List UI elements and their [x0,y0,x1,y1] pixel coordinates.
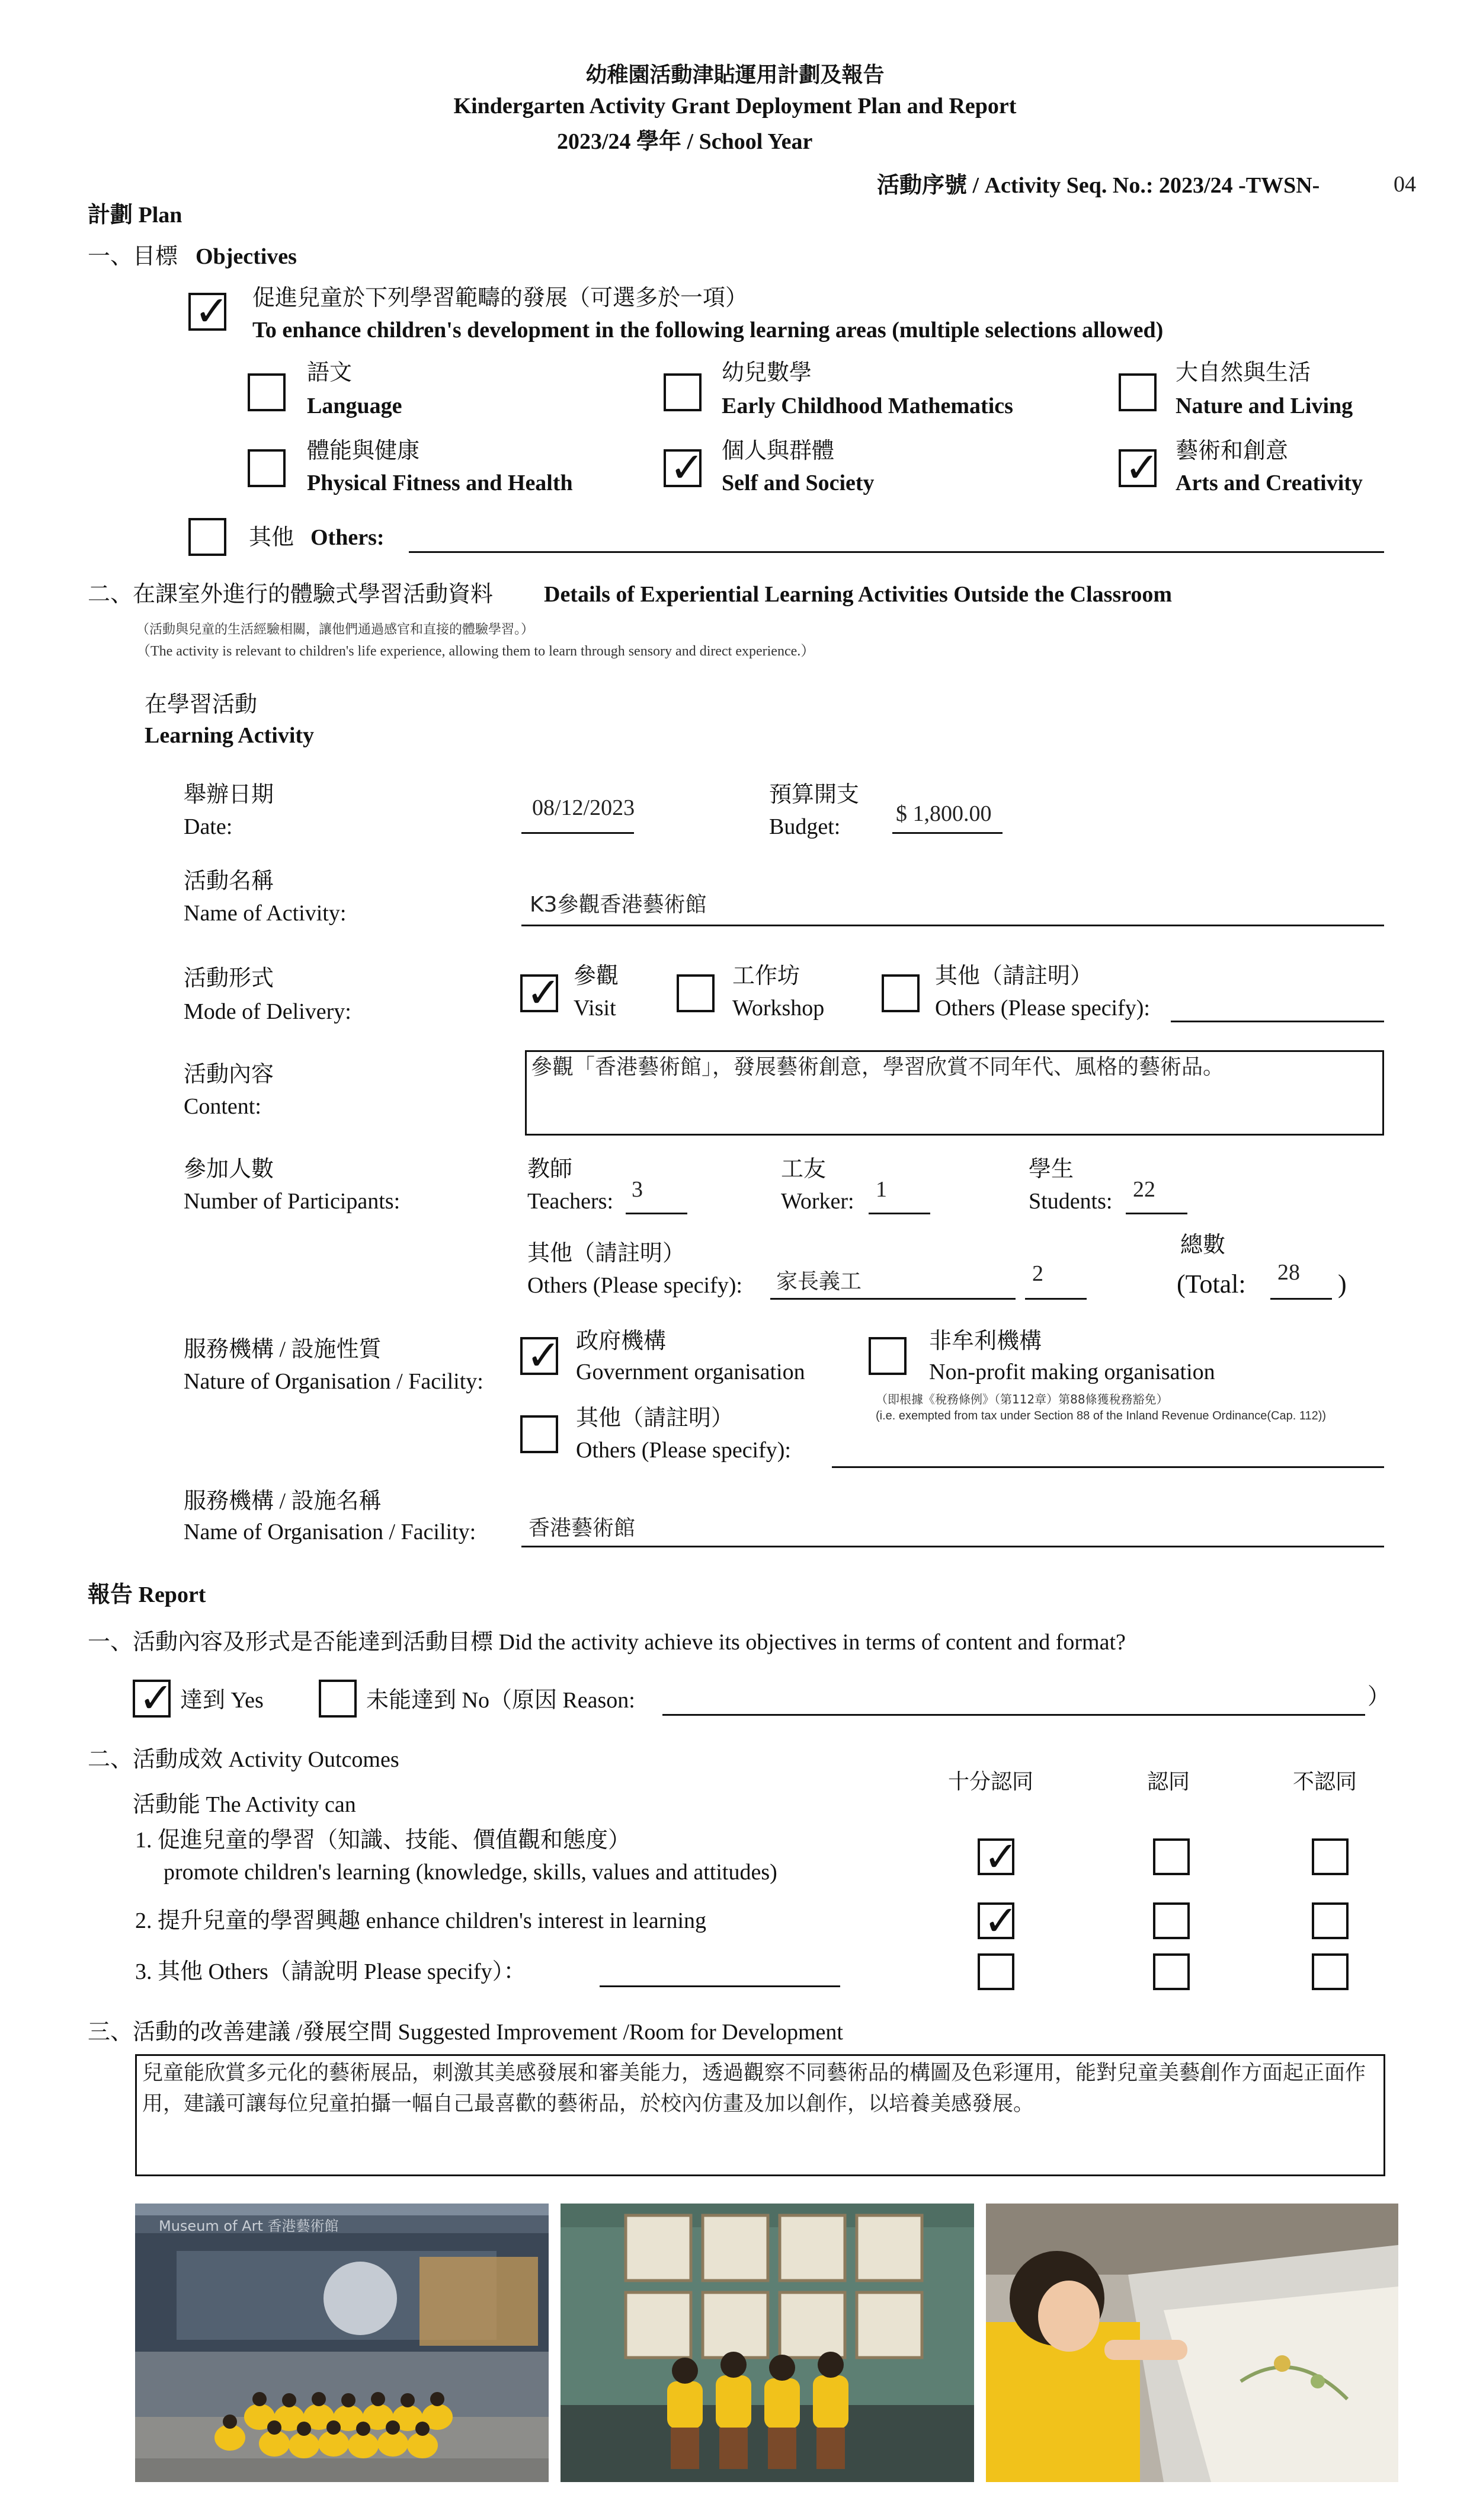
nature-other-zh: 其他（請註明） [576,1406,734,1431]
photo-exhibit-image [986,2204,1398,2482]
check-icon: ✓ [194,287,229,335]
org-name-field-line [521,1546,1384,1547]
content-label-en: Content: [184,1094,261,1119]
area-math-checkbox[interactable] [664,373,702,411]
mode-workshop-zh: 工作坊 [732,964,800,989]
area-language-zh: 語文 [307,360,353,385]
outcome-1-zh: 1. 促進兒童的學習（知識、技能、價值觀和態度） [135,1828,631,1853]
mode-visit-checkbox[interactable] [520,968,561,1017]
students-value[interactable]: 22 [1133,1177,1155,1202]
nature-npo-en: Non-profit making organisation [929,1360,1215,1384]
outcome-1-strongly-agree-checkbox[interactable] [978,1833,1019,1881]
date-field-line [521,832,634,834]
outcome-1-disagree-checkbox[interactable] [1312,1838,1349,1875]
others-participants-en: Others (Please specify): [527,1273,742,1298]
nature-npo-checkbox[interactable] [869,1337,907,1375]
check-icon: ✓ [526,1331,561,1380]
objective-main-checkbox[interactable] [188,287,229,335]
scale-agree: 認同 [1147,1770,1190,1794]
org-name-label-zh: 服務機構 / 設施名稱 [184,1489,382,1514]
area-math-en: Early Childhood Mathematics [722,394,1013,418]
details-heading-zh: 二、在課室外進行的體驗式學習活動資料 [88,582,494,607]
outcomes-heading: 二、活動成效 Activity Outcomes [88,1747,399,1772]
seq-label: 活動序號 / Activity Seq. No.: 2023/24 -TWSN- [877,173,1320,198]
check-icon: ✓ [1125,443,1160,492]
objective-others-zh: 其他 [249,525,294,550]
mode-others-checkbox[interactable] [882,974,920,1012]
learning-activity-zh: 在學習活動 [145,692,258,717]
outcome-3-disagree-checkbox[interactable] [1312,1953,1349,1990]
mode-visit-zh: 參觀 [574,964,619,989]
objective-others-field[interactable] [409,551,1384,553]
area-nature-checkbox[interactable] [1119,373,1157,411]
mode-others-en: Others (Please specify): [935,996,1150,1021]
objective-main-en: To enhance children's development in the following learning areas (multiple selections allowed) [252,318,1164,343]
check-icon: ✓ [984,1897,1019,1945]
mode-label-en: Mode of Delivery: [184,999,351,1024]
photo-child-exhibit [986,2204,1398,2482]
worker-field-line [869,1213,930,1214]
nature-npo-note-zh: （即根據《稅務條例》（第112章）第88條獲稅務豁免） [876,1392,1168,1406]
others-participants-value[interactable]: 2 [1032,1261,1043,1286]
area-language-en: Language [307,394,402,418]
mode-label-zh: 活動形式 [184,966,274,991]
outcome-3-field[interactable] [600,1985,840,1987]
report-q1: 一、活動內容及形式是否能達到活動目標 Did the activity achieve its objectives in terms of content and format? [88,1630,1126,1655]
others-participants-desc[interactable]: 家長義工 [776,1269,862,1294]
total-label-en: (Total: [1177,1269,1246,1299]
area-language-checkbox[interactable] [248,373,286,411]
area-physical-checkbox[interactable] [248,449,286,487]
area-arts-checkbox[interactable] [1119,443,1160,492]
teachers-label-en: Teachers: [527,1189,614,1214]
date-label-zh: 舉辦日期 [184,782,274,807]
others-participants-value-line [1025,1298,1087,1300]
nature-npo-note-en: (i.e. exempted from tax under Section 88 of the Inland Revenue Ordinance(Cap. 112)) [876,1409,1327,1422]
outcome-2-disagree-checkbox[interactable] [1312,1902,1349,1939]
nature-label-zh: 服務機構 / 設施性質 [184,1337,382,1362]
mode-workshop-checkbox[interactable] [677,974,715,1012]
nature-label-en: Nature of Organisation / Facility: [184,1369,483,1394]
seq-value: 04 [1394,172,1416,197]
photo-gallery-image [561,2204,974,2482]
objectives-heading-zh: 一、目標 [88,244,178,269]
mode-others-zh: 其他（請註明） [935,964,1093,989]
area-math-zh: 幼兒數學 [722,360,812,385]
area-physical-zh: 體能與健康 [307,439,420,463]
photo-museum-image [135,2204,549,2482]
content-value: 參觀「香港藝術館」，發展藝術創意，學習欣賞不同年代、風格的藝術品。 [531,1055,1225,1079]
content-label-zh: 活動內容 [184,1062,274,1087]
details-note-en: （The activity is relevant to children's life experience, allowing them to learn through sensory and direct experience.） [136,644,815,659]
others-participants-zh: 其他（請註明） [527,1241,686,1266]
total-field-line [1270,1298,1332,1300]
budget-label-zh: 預算開支 [769,782,860,807]
report-no-label: 未能達到 No（原因 Reason: [366,1688,635,1713]
check-icon: ✓ [526,968,561,1017]
details-note-zh: （活動與兒童的生活經驗相關，讓他們通過感官和直接的體驗學習。） [136,622,534,637]
report-no-close: ） [1367,1684,1391,1709]
objective-others-en: Others: [310,525,385,550]
area-self-society-en: Self and Society [722,471,875,495]
budget-field-line [892,832,1003,834]
participants-label-en: Number of Participants: [184,1189,401,1214]
photo-gallery-children [561,2204,974,2482]
area-arts-en: Arts and Creativity [1176,471,1363,495]
date-value[interactable]: 08/12/2023 [532,795,635,820]
report-yes-label: 達到 Yes [180,1688,264,1713]
check-icon: ✓ [139,1674,174,1722]
budget-label-en: Budget: [769,814,841,839]
objective-main-zh: 促進兒童於下列學習範疇的發展（可選多於一項） [252,286,748,311]
participants-label-zh: 參加人數 [184,1157,274,1182]
outcome-2-agree-checkbox[interactable] [1153,1902,1190,1939]
outcomes-can-label: 活動能 The Activity can [133,1792,356,1817]
teachers-label-zh: 教師 [527,1157,573,1182]
scale-strongly-agree: 十分認同 [948,1770,1034,1794]
scale-disagree: 不認同 [1293,1770,1357,1794]
worker-label-zh: 工友 [781,1157,827,1182]
outcome-2-strongly-agree-checkbox[interactable] [978,1897,1019,1945]
improve-text: 兒童能欣賞多元化的藝術展品，刺激其美感發展和審美能力，透過觀察不同藝術品的構圖及色彩運用，能對兒童美藝創作方面起正面作用，建議可讓每位兒童拍攝一幅自己最喜歡的藝術品，於校內仿畫及加以創作，以培養美感發展。 [142,2061,1366,2116]
teachers-field-line [626,1213,687,1214]
area-self-society-checkbox[interactable] [664,443,704,492]
photo-museum-group [135,2204,549,2482]
mode-others-field[interactable] [1171,1021,1384,1022]
report-yes-checkbox[interactable] [133,1674,174,1722]
outcome-3-agree-checkbox[interactable] [1153,1953,1190,1990]
check-icon: ✓ [984,1833,1019,1881]
outcome-2-label: 2. 提升兒童的學習興趣 enhance children's interest in learning [135,1908,707,1933]
nature-gov-checkbox[interactable] [520,1331,561,1380]
outcome-1-agree-checkbox[interactable] [1153,1838,1190,1875]
total-close: ) [1338,1269,1347,1299]
date-label-en: Date: [184,814,233,839]
report-heading: 報告 Report [88,1582,206,1607]
budget-value[interactable]: $ 1,800.00 [896,801,992,826]
students-label-zh: 學生 [1029,1157,1074,1182]
learning-activity-en: Learning Activity [145,723,315,748]
worker-value[interactable]: 1 [876,1177,887,1202]
mode-workshop-en: Workshop [732,996,825,1021]
details-heading-en: Details of Experiential Learning Activities Outside the Classroom [544,582,1173,607]
org-name-label-en: Name of Organisation / Facility: [184,1520,476,1544]
nature-other-en: Others (Please specify): [576,1438,791,1463]
total-value[interactable]: 28 [1277,1260,1300,1285]
outcome-3-strongly-agree-checkbox[interactable] [978,1953,1014,1990]
report-no-reason-field[interactable] [662,1714,1365,1716]
nature-other-field[interactable] [832,1466,1384,1468]
objective-others-checkbox[interactable] [188,518,226,556]
nature-gov-en: Government organisation [576,1360,805,1384]
area-nature-zh: 大自然與生活 [1176,360,1311,385]
check-icon: ✓ [670,443,704,492]
nature-other-checkbox[interactable] [520,1415,558,1453]
outcome-1-en: promote children's learning (knowledge, skills, values and attitudes) [164,1860,777,1885]
activity-name-field-line [521,925,1384,926]
photo-museum-sign: Museum of Art 香港藝術館 [159,2218,339,2234]
area-physical-en: Physical Fitness and Health [307,471,573,495]
report-no-checkbox[interactable] [319,1680,357,1718]
mode-visit-en: Visit [574,996,616,1021]
total-label-zh: 總數 [1180,1233,1226,1258]
students-field-line [1126,1213,1187,1214]
area-nature-en: Nature and Living [1176,394,1353,418]
activity-name-label-en: Name of Activity: [184,901,347,926]
plan-heading: 計劃 Plan [88,203,182,228]
nature-gov-zh: 政府機構 [576,1329,667,1354]
worker-label-en: Worker: [781,1189,854,1214]
title-en: Kindergarten Activity Grant Deployment Plan and Report [453,94,1017,119]
activity-name-value[interactable]: K3參觀香港藝術館 [530,893,707,917]
area-arts-zh: 藝術和創意 [1176,439,1289,463]
org-name-value[interactable]: 香港藝術館 [529,1516,636,1540]
objectives-heading-en: Objectives [196,244,297,269]
improve-heading: 三、活動的改善建議 /發展空間 Suggested Improvement /Room for Development [88,2020,843,2045]
students-label-en: Students: [1029,1189,1113,1214]
outcome-3-label: 3. 其他 Others（請說明 Please specify）： [135,1959,526,1984]
title-zh: 幼稚園活動津貼運用計劃及報告 [585,63,885,87]
school-year: 2023/24 學年 / School Year [557,129,813,154]
others-participants-desc-line [770,1298,1016,1300]
nature-npo-zh: 非牟利機構 [929,1329,1042,1354]
area-self-society-zh: 個人與群體 [722,439,835,463]
activity-name-label-zh: 活動名稱 [184,869,274,894]
teachers-value[interactable]: 3 [632,1177,643,1202]
